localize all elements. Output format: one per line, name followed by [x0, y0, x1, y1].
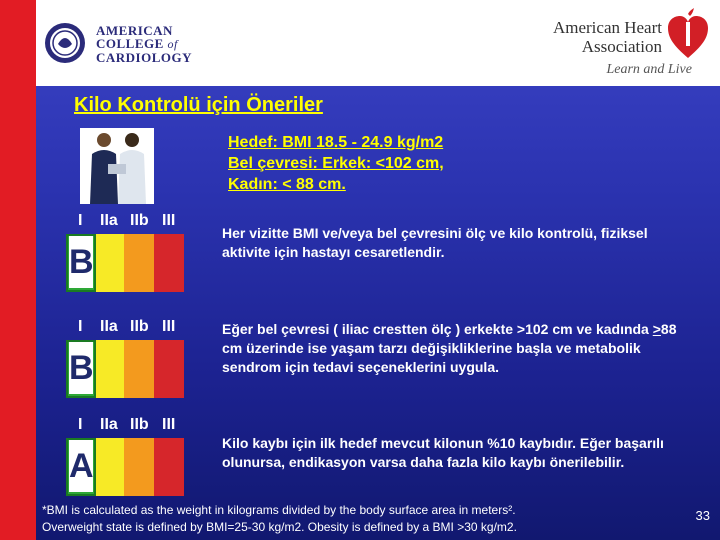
footnote: [42, 502, 642, 536]
class-label-i: I: [78, 416, 83, 433]
class-color-bar: [66, 234, 184, 292]
class-labels: [66, 416, 186, 438]
evidence-level-badge: B: [69, 236, 93, 288]
evidence-level-badge: B: [69, 342, 93, 394]
recommendation-1-text: Her vizitte BMI ve/veya bel çevresini ölç ve kilo kontrolü, fiziksel aktivite için hastayı cesaretlendir.: [222, 225, 648, 260]
page-number: 33: [695, 508, 710, 523]
class-labels: [66, 318, 186, 340]
footnote-line-2: Overweight state is defined by BMI=25-30 kg/m2. Obesity is defined by a BMI >30 kg/m2.: [42, 520, 517, 534]
header-banner: [36, 0, 720, 86]
evidence-level-badge: A: [69, 440, 93, 492]
class-indicator-3: [66, 416, 186, 496]
goal-line-3: Kadın: < 88 cm.: [228, 176, 346, 193]
class-color-bar: [66, 438, 184, 496]
class-label-iib: IIb: [130, 416, 149, 433]
slide-title: Kilo Kontrolü için Öneriler: [74, 94, 323, 116]
class-labels: [66, 212, 186, 234]
goal-block: [228, 132, 444, 195]
aha-logo-text: [553, 18, 662, 56]
rec-2-part-a: Eğer bel çevresi ( iliac crestten ölç ) erkekte >102 cm ve kadında: [222, 321, 653, 337]
class-label-iia: IIa: [100, 212, 118, 229]
goal-line-1: Hedef: BMI 18.5 - 24.9 kg/m2: [228, 134, 444, 151]
acc-line-1: AMERICAN: [96, 23, 173, 38]
class-label-iii: III: [162, 318, 176, 335]
acc-line-2-of: of: [167, 37, 178, 51]
heart-torch-icon: [666, 8, 710, 60]
class-label-iii: III: [162, 212, 176, 229]
class-color-bar: [66, 340, 184, 398]
rec-2-underlined: >: [652, 321, 661, 337]
class-indicator-1: [66, 212, 186, 292]
class-label-iib: IIb: [130, 318, 149, 335]
footnote-line-1: *BMI is calculated as the weight in kilograms divided by the body surface area in meters².: [42, 503, 516, 517]
acc-seal-icon: [44, 22, 86, 64]
left-red-strip: [0, 0, 36, 540]
aha-line-2: Association: [581, 37, 662, 56]
recommendation-2-text: [222, 320, 692, 377]
class-label-iii: III: [162, 416, 176, 433]
acc-line-2: COLLEGE: [96, 36, 164, 51]
goal-line-2: Bel çevresi: Erkek: <102 cm,: [228, 155, 444, 172]
acc-logo-text: [96, 24, 192, 64]
recommendation-3-text: Kilo kaybı için ilk hedef mevcut kilonun %10 kaybıdır. Eğer başarılı olunursa, endikasyon varsa daha fazla kilo kaybı önerilebilir.: [222, 435, 664, 470]
class-indicator-2: [66, 318, 186, 398]
class-label-iia: IIa: [100, 318, 118, 335]
aha-line-1: American Heart: [552, 18, 662, 37]
class-label-iia: IIa: [100, 416, 118, 433]
class-label-iib: IIb: [130, 212, 149, 229]
class-label-i: I: [78, 212, 83, 229]
rec-2-part-b: 88 cm üzerinde ise yaşam tarzı değişikliklerine başla ve metabolik sendrom için tedavi seçeneklerini uygula.: [222, 321, 677, 375]
acc-line-3: CARDIOLOGY: [96, 50, 193, 65]
clinicians-photo: [80, 128, 154, 204]
aha-tagline: Learn and Live: [606, 62, 692, 77]
class-label-i: I: [78, 318, 83, 335]
